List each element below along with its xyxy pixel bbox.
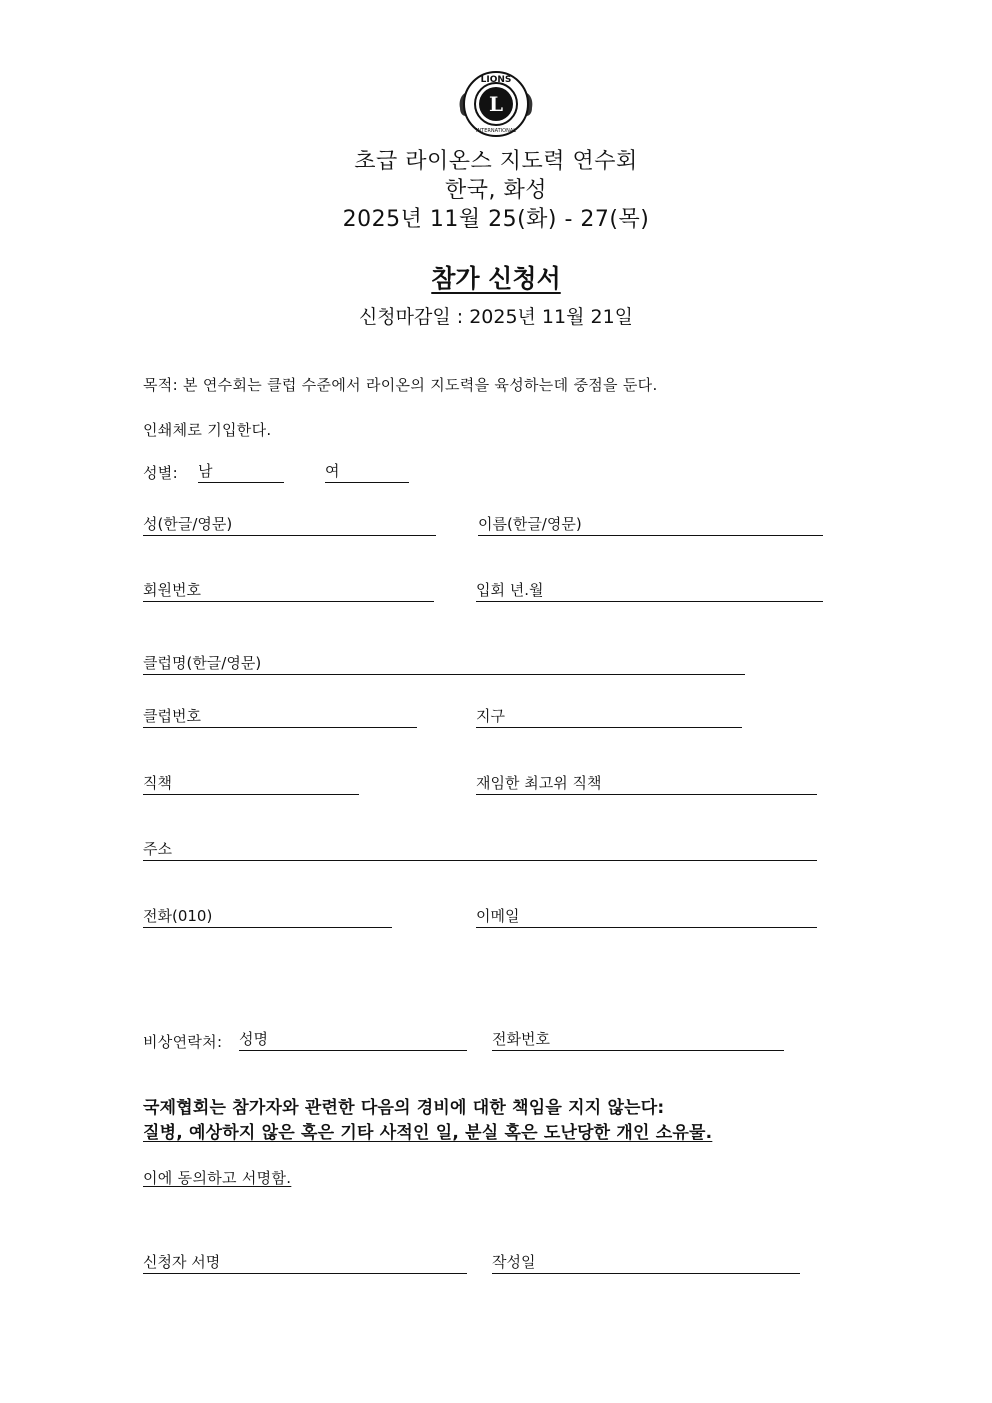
emergency-label: 비상연락처: <box>143 1033 223 1051</box>
club-name-field[interactable]: 클럽명(한글/영문) <box>143 653 745 675</box>
surname-field[interactable]: 성(한글/영문) <box>143 514 436 536</box>
member-number-field[interactable]: 회원번호 <box>143 580 434 602</box>
instruction-text: 인쇄체로 기입한다. <box>143 421 272 439</box>
consent-text: 이에 동의하고 서명함. <box>143 1169 292 1187</box>
event-location: 한국, 화성 <box>445 178 547 203</box>
highest-position-field[interactable]: 재임한 최고위 직책 <box>476 773 817 795</box>
gender-male-field[interactable]: 남 <box>198 461 284 483</box>
emergency-name-field[interactable]: 성명 <box>239 1029 467 1051</box>
phone-field[interactable]: 전화(010) <box>143 906 392 928</box>
join-date-field[interactable]: 입회 년.월 <box>476 580 823 602</box>
gender-female-field[interactable]: 여 <box>325 461 409 483</box>
logo-top-text: LIONS <box>480 75 512 85</box>
form-title: 참가 신청서 <box>431 264 561 293</box>
logo-letter: L <box>488 92 504 116</box>
emergency-phone-field[interactable]: 전화번호 <box>492 1029 784 1051</box>
given-name-field[interactable]: 이름(한글/영문) <box>478 514 823 536</box>
disclaimer-line-1: 국제협회는 참가자와 관련한 다음의 경비에 대한 책임을 지지 않는다: <box>143 1098 665 1118</box>
deadline: 신청마감일 : 2025년 11월 21일 <box>358 306 634 328</box>
logo-bottom-text: INTERNATIONAL <box>475 128 517 134</box>
address-field[interactable]: 주소 <box>143 839 817 861</box>
email-field[interactable]: 이메일 <box>476 906 817 928</box>
purpose-text: 목적: 본 연수회는 클럽 수준에서 라이온의 지도력을 육성하는데 중점을 둔다. <box>143 376 658 394</box>
disclaimer-line-2: 질병, 예상하지 않은 혹은 기타 사적인 일, 분실 혹은 도난당한 개인 소유물. <box>143 1123 713 1143</box>
district-field[interactable]: 지구 <box>476 706 742 728</box>
date-field[interactable]: 작성일 <box>492 1252 800 1274</box>
event-dates: 2025년 11월 25(화) - 27(목) <box>342 207 650 232</box>
event-title: 초급 라이온스 지도력 연수회 <box>354 149 638 174</box>
club-number-field[interactable]: 클럽번호 <box>143 706 417 728</box>
gender-label: 성별: <box>143 464 178 482</box>
lions-logo <box>456 68 536 140</box>
applicant-signature-field[interactable]: 신청자 서명 <box>143 1252 467 1274</box>
position-field[interactable]: 직책 <box>143 773 359 795</box>
